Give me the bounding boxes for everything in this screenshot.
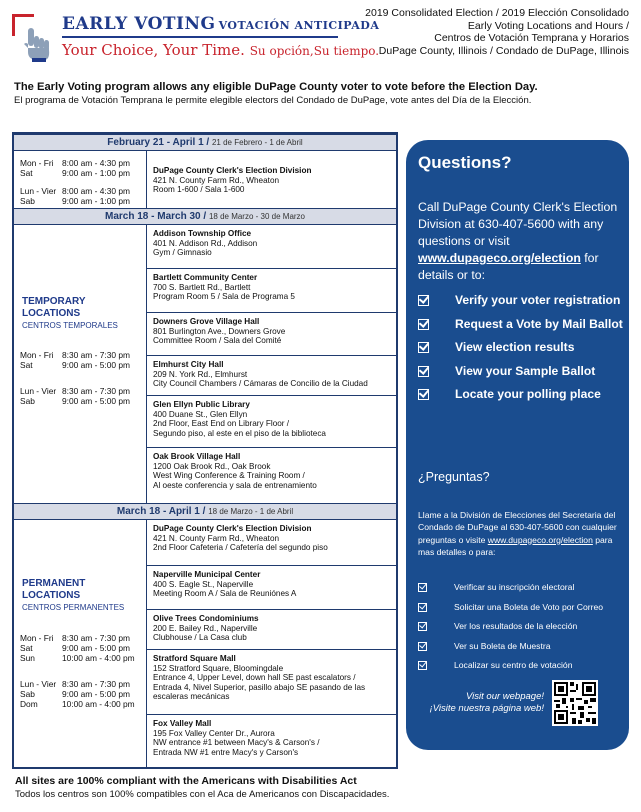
- questions-checklist: [418, 292, 623, 410]
- logo-divider: [62, 36, 338, 38]
- questions-checklist-spanish: [418, 581, 623, 679]
- qr-code-icon[interactable]: [552, 680, 598, 726]
- election-website-link-spanish[interactable]: www.dupageco.org/election: [487, 534, 593, 545]
- hours-schedule: Mon - Fri 8:30 am - 7:30 pm Sat 9:00 am - 5:00 pm Lun - Vier 8:30 am - 7:30 pm Sab 9:00 am - 5:00 pm: [20, 350, 130, 406]
- election-website-link[interactable]: www.dupageco.org/election: [418, 251, 581, 265]
- hand-pointing-icon: [20, 22, 54, 62]
- site-entry: Downers Grove Village Hall 801 Burlington Ave., Downers Grove Committee Room / Sala del Comité: [147, 313, 398, 356]
- locations-table: [12, 132, 398, 769]
- site-entry: DuPage County Clerk's Election Division 421 N. County Farm Rd., Wheaton Room 1-600 / Sala 1-600: [153, 166, 312, 195]
- heading-line: Early Voting Locations and Hours /: [467, 19, 629, 32]
- heading-line: DuPage County, Illinois / Condado de DuPage, Illinois: [378, 44, 629, 57]
- site-entry: Olive Trees Condominiums 200 E. Bailey Rd., Naperville Clubhouse / La Casa club: [147, 610, 398, 650]
- document-heading: [365, 7, 629, 57]
- period-header: March 18 - March 30 / 18 de Marzo - 30 de Marzo: [14, 208, 396, 225]
- heading-line: Centros de Votación Temprana y Horarios: [434, 32, 629, 44]
- questions-title-spanish: ¿Preguntas?: [418, 470, 490, 484]
- checklist-item: Ver su Boleta de Muestra: [418, 640, 623, 653]
- checkbox-checked-icon: [418, 661, 427, 670]
- checkbox-checked-icon: [418, 583, 427, 592]
- checkbox-checked-icon: [418, 622, 427, 631]
- site-entry: Stratford Square Mall 152 Stratford Square, Bloomingdale Entrance 4, Upper Level, down hall SE past escalators / Entrada 4, Nivel Superior, pasillo abajo SE pasando de las escaleras mecánicas: [147, 650, 398, 715]
- hours-schedule: Mon - Fri 8:30 am - 7:30 pm Sat 9:00 am - 5:00 pm Sun 10:00 am - 4:00 pm Lun - Vier 8:30 am - 7:30 pm Sab 9:00 am - 5:00 pm Dom 10:00 am - 4:00 pm: [20, 633, 135, 709]
- logo-tagline: Your Choice, Your Time. Su opción,Su tiempo.: [62, 41, 380, 59]
- checkbox-checked-icon: [418, 603, 427, 612]
- checklist-item: Localizar su centro de votación: [418, 659, 623, 672]
- checklist-item: Locate your polling place: [418, 386, 623, 404]
- checkbox-checked-icon: [418, 642, 427, 651]
- site-entry: Oak Brook Village Hall 1200 Oak Brook Rd., Oak Brook West Wing Conference & Training Room / Al oeste conferencia y sala de entrenamiento: [153, 452, 317, 490]
- checkbox-checked-icon: [418, 319, 429, 330]
- site-entry: Addison Township Office 401 N. Addison Rd., Addison Gym / Gimnasio: [147, 225, 398, 269]
- questions-intro: Call DuPage County Clerk's Election Division at 630-407-5600 with any questions or visit www.dupageco.org/election for details or to:: [418, 200, 618, 282]
- checkbox-checked-icon: [418, 389, 429, 400]
- checklist-item: Ver los resultados de la elección: [418, 620, 623, 633]
- site-entry: Bartlett Community Center 700 S. Bartlett Rd., Bartlett Program Room 5 / Sala de Programa 5: [147, 269, 398, 313]
- visit-webpage-note: Visit our webpage! ¡Visite nuestra página web!: [429, 691, 544, 714]
- questions-panel: [406, 140, 629, 750]
- questions-title: Questions?: [418, 153, 512, 172]
- site-entry: Naperville Municipal Center 400 S. Eagle St., Naperville Meeting Room A / Sala de Reuniónes A: [147, 566, 398, 610]
- logo-title: EARLY VOTING VOTACIÓN ANTICIPADA: [62, 14, 380, 34]
- ada-spanish: Todos los centros son 100% compatibles con el Aca de Americanos con Discapacidades.: [15, 789, 390, 800]
- questions-intro-spanish: Llame a la División de Elecciones del Secretaria del Condado de DuPage al 630-407-5600 con cualquier preguntas o visite www.dupageco.org/election para mas detalles o para:: [418, 510, 617, 557]
- hours-schedule: Mon - Fri 8:00 am - 4:30 pm Sat 9:00 am - 1:00 pm Lun - Vier 8:00 am - 4:30 pm Sab 9:00 am - 1:00 pm: [20, 158, 130, 206]
- site-entry: DuPage County Clerk's Election Division 421 N. County Farm Rd., Wheaton 2nd Floor Cafeteria / Cafetería del segundo piso: [147, 520, 398, 566]
- permanent-locations-label: PERMANENT LOCATIONS CENTROS PERMANENTES: [22, 578, 125, 612]
- early-voting-logo: [10, 8, 380, 68]
- checklist-item: Request a Vote by Mail Ballot: [418, 316, 623, 334]
- period-header: March 18 - April 1 / 18 de Marzo - 1 de Abril: [14, 503, 396, 520]
- checklist-item: View your Sample Ballot: [418, 363, 623, 381]
- checklist-item: Solicitar una Boleta de Voto por Correo: [418, 601, 623, 614]
- intro-english: The Early Voting program allows any eligible DuPage County voter to vote before the Election Day.: [14, 81, 538, 93]
- period-header: February 21 - April 1 / 21 de Febrero - 1 de Abril: [14, 134, 396, 151]
- temporary-locations-label: TEMPORARY LOCATIONS CENTROS TEMPORALES: [22, 296, 118, 330]
- ada-english: All sites are 100% compliant with the Americans with Disabilities Act: [15, 775, 357, 787]
- checkbox-checked-icon: [418, 366, 429, 377]
- ada-compliance-note: [15, 775, 389, 800]
- checkbox-checked-icon: [418, 342, 429, 353]
- intro-text: [14, 81, 629, 106]
- heading-line: 2019 Consolidated Election / 2019 Elección Consolidado: [365, 7, 629, 19]
- site-entry: Fox Valley Mall 195 Fox Valley Center Dr., Aurora NW entrance #1 between Macy's & Carson's / Entrada NW #1 entre Macy's y Carson's: [153, 719, 320, 757]
- site-entry: Glen Ellyn Public Library 400 Duane St., Glen Ellyn 2nd Floor, East End on Library Floor / Segundo piso, al este en el piso de la biblioteca: [147, 396, 398, 448]
- checklist-item: Verify your voter registration: [418, 292, 623, 310]
- site-entry: Elmhurst City Hall 209 N. York Rd., Elmhurst City Council Chambers / Cámaras de Concilio de la Ciudad: [147, 356, 398, 396]
- checklist-item: Verificar su inscripción electoral: [418, 581, 623, 594]
- checklist-item: View election results: [418, 339, 623, 357]
- checkbox-checked-icon: [418, 295, 429, 306]
- intro-spanish: El programa de Votación Temprana le permite elegible electors del Condado de DuPage, vote antes del Día de la Elección.: [14, 95, 532, 106]
